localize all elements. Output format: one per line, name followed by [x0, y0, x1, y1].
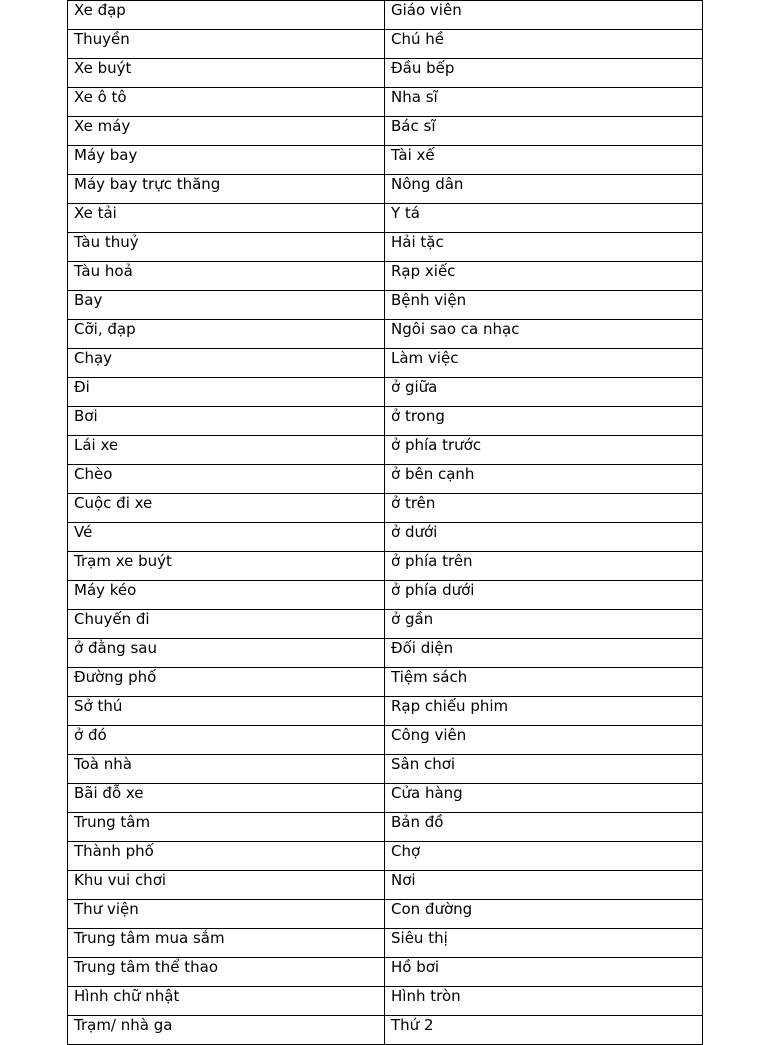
- vocab-term-cell: Xe tải: [68, 204, 385, 233]
- vocab-term-cell: Thư viện: [68, 900, 385, 929]
- table-row: [68, 958, 703, 987]
- vocab-pair-cell: Tài xế: [385, 146, 703, 175]
- vocab-term-cell: Máy bay: [68, 146, 385, 175]
- vocab-term-cell: Lái xe: [68, 436, 385, 465]
- vocab-term-cell: Trạm/ nhà ga: [68, 1016, 385, 1045]
- table-row: [68, 726, 703, 755]
- table-row: [68, 320, 703, 349]
- vocab-term-cell: Trung tâm thể thao: [68, 958, 385, 987]
- vocab-pair-cell: Tiệm sách: [385, 668, 703, 697]
- vocab-pair-cell: ở gần: [385, 610, 703, 639]
- table-row: [68, 88, 703, 117]
- vocab-pair-cell: Chợ: [385, 842, 703, 871]
- vocab-term-cell: Cuộc đi xe: [68, 494, 385, 523]
- vocab-term-cell: Đường phố: [68, 668, 385, 697]
- table-row: [68, 610, 703, 639]
- vocab-term-cell: Trung tâm mua sắm: [68, 929, 385, 958]
- vocab-term-cell: Xe buýt: [68, 59, 385, 88]
- vocab-term-cell: Xe ô tô: [68, 88, 385, 117]
- table-row: [68, 378, 703, 407]
- table-row: [68, 407, 703, 436]
- vocab-pair-cell: Đối diện: [385, 639, 703, 668]
- vocab-pair-cell: Nông dân: [385, 175, 703, 204]
- vocab-pair-cell: ở trên: [385, 494, 703, 523]
- vocab-term-cell: Thuyền: [68, 30, 385, 59]
- vocab-pair-cell: Giáo viên: [385, 1, 703, 30]
- vocab-term-cell: Thành phố: [68, 842, 385, 871]
- table-row: [68, 900, 703, 929]
- vocab-pair-cell: Công viên: [385, 726, 703, 755]
- table-row: [68, 842, 703, 871]
- table-row: [68, 233, 703, 262]
- vocab-term-cell: Xe đạp: [68, 1, 385, 30]
- table-row: [68, 987, 703, 1016]
- vocab-term-cell: Sở thú: [68, 697, 385, 726]
- vocab-term-cell: ở đó: [68, 726, 385, 755]
- vocab-pair-cell: Bản đồ: [385, 813, 703, 842]
- vocab-term-cell: Khu vui chơi: [68, 871, 385, 900]
- vocab-term-cell: Máy bay trực thăng: [68, 175, 385, 204]
- table-row: [68, 552, 703, 581]
- vocab-term-cell: Trạm xe buýt: [68, 552, 385, 581]
- table-row: [68, 291, 703, 320]
- vocab-pair-cell: Làm việc: [385, 349, 703, 378]
- table-row: [68, 1016, 703, 1045]
- vocab-pair-cell: Thứ 2: [385, 1016, 703, 1045]
- table-row: [68, 349, 703, 378]
- vocab-pair-cell: ở giữa: [385, 378, 703, 407]
- vocab-term-cell: Chèo: [68, 465, 385, 494]
- table-row: [68, 784, 703, 813]
- vocab-term-cell: Trung tâm: [68, 813, 385, 842]
- vocab-pair-cell: Bệnh viện: [385, 291, 703, 320]
- vocab-pair-cell: Đầu bếp: [385, 59, 703, 88]
- table-row: [68, 1, 703, 30]
- vocab-pair-cell: ở dưới: [385, 523, 703, 552]
- vocab-term-cell: Chuyến đi: [68, 610, 385, 639]
- vocab-pair-cell: Rạp chiếu phim: [385, 697, 703, 726]
- table-row: [68, 30, 703, 59]
- vocab-pair-cell: Hải tặc: [385, 233, 703, 262]
- table-row: [68, 436, 703, 465]
- vocab-pair-cell: Hình tròn: [385, 987, 703, 1016]
- table-row: [68, 871, 703, 900]
- vocab-term-cell: Máy kéo: [68, 581, 385, 610]
- table-row: [68, 494, 703, 523]
- vocab-term-cell: Tàu thuỷ: [68, 233, 385, 262]
- vocab-term-cell: Đi: [68, 378, 385, 407]
- vocab-pair-cell: Cửa hàng: [385, 784, 703, 813]
- vocab-term-cell: Bơi: [68, 407, 385, 436]
- vocab-term-cell: Chạy: [68, 349, 385, 378]
- vocab-pair-cell: Sân chơi: [385, 755, 703, 784]
- vocab-pair-cell: Bác sĩ: [385, 117, 703, 146]
- vocab-pair-cell: ở phía trước: [385, 436, 703, 465]
- vocab-pair-cell: Rạp xiếc: [385, 262, 703, 291]
- vocab-pair-cell: Nha sĩ: [385, 88, 703, 117]
- table-row: [68, 697, 703, 726]
- vocab-pair-cell: Ngôi sao ca nhạc: [385, 320, 703, 349]
- vocab-pair-cell: Chú hề: [385, 30, 703, 59]
- table-row: [68, 117, 703, 146]
- vocab-term-cell: Bay: [68, 291, 385, 320]
- vocab-term-cell: Bãi đỗ xe: [68, 784, 385, 813]
- vocab-pair-cell: Con đường: [385, 900, 703, 929]
- vocab-term-cell: Xe máy: [68, 117, 385, 146]
- vocab-pair-cell: ở phía trên: [385, 552, 703, 581]
- vocab-term-cell: Hình chữ nhật: [68, 987, 385, 1016]
- table-row: [68, 813, 703, 842]
- vocabulary-table: [67, 0, 703, 1045]
- table-row: [68, 146, 703, 175]
- vocab-term-cell: Tàu hoả: [68, 262, 385, 291]
- vocabulary-table-body: [68, 1, 703, 1045]
- table-row: [68, 668, 703, 697]
- table-row: [68, 639, 703, 668]
- table-row: [68, 929, 703, 958]
- table-row: [68, 523, 703, 552]
- table-row: [68, 755, 703, 784]
- table-row: [68, 262, 703, 291]
- vocab-pair-cell: Y tá: [385, 204, 703, 233]
- vocab-pair-cell: ở phía dưới: [385, 581, 703, 610]
- table-row: [68, 175, 703, 204]
- vocab-pair-cell: Hồ bơi: [385, 958, 703, 987]
- vocab-pair-cell: ở bên cạnh: [385, 465, 703, 494]
- vocab-pair-cell: ở trong: [385, 407, 703, 436]
- table-row: [68, 204, 703, 233]
- table-row: [68, 465, 703, 494]
- vocab-pair-cell: Nơi: [385, 871, 703, 900]
- vocab-term-cell: Vé: [68, 523, 385, 552]
- vocab-term-cell: Cỡi, đạp: [68, 320, 385, 349]
- vocab-term-cell: Toà nhà: [68, 755, 385, 784]
- vocab-pair-cell: Siêu thị: [385, 929, 703, 958]
- vocab-term-cell: ở đằng sau: [68, 639, 385, 668]
- table-row: [68, 581, 703, 610]
- table-row: [68, 59, 703, 88]
